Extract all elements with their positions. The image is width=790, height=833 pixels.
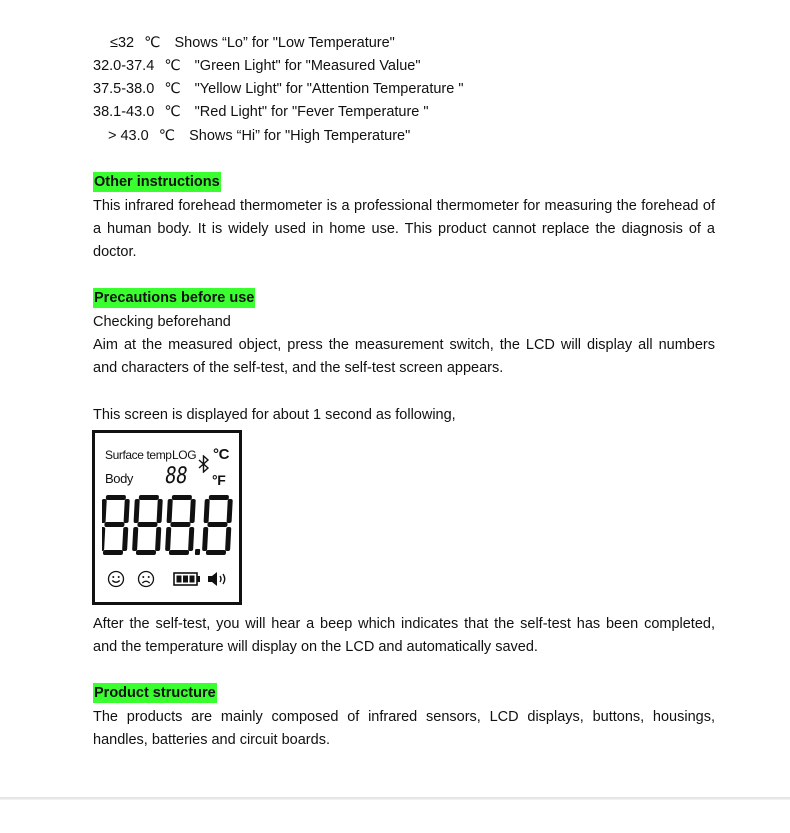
range-value: ≤32	[110, 35, 135, 51]
precautions-text: Aim at the measured object, press the measurement switch, the LCD will display all numbers and characters of the self-test, and the self-test screen appears.	[93, 337, 715, 376]
range-meaning: Shows “Hi” for "High Temperature"	[189, 128, 411, 144]
seven-segment-digit	[202, 495, 233, 555]
range-value: 32.0-37.4	[93, 58, 155, 74]
range-unit: ℃	[164, 104, 181, 120]
range-unit: ℃	[144, 35, 161, 51]
battery-full-icon	[173, 572, 201, 586]
section-heading-other-instructions: Other instructions	[94, 174, 220, 190]
range-unit: ℃	[164, 81, 181, 97]
lcd-main-digits	[102, 495, 236, 557]
seven-segment-digit	[132, 495, 163, 555]
range-unit: ℃	[158, 128, 176, 144]
range-unit: ℃	[164, 58, 181, 74]
range-row-4	[93, 102, 429, 122]
range-meaning: Shows “Lo” for "Low Temperature"	[174, 35, 395, 51]
seven-segment-digit	[165, 495, 196, 555]
other-instructions-text: This infrared forehead thermometer is a professional thermometer for measuring the forehead of a human body. It is widely used in home use. This product cannot replace the diagnosis of a doctor.	[93, 198, 715, 260]
happy-face-icon	[107, 570, 125, 588]
speaker-icon	[207, 571, 229, 587]
range-meaning: "Green Light" for "Measured Value"	[194, 58, 421, 74]
range-row-2	[93, 56, 421, 76]
range-meaning: "Yellow Light" for "Attention Temperature "	[194, 81, 464, 97]
screen-intro-text: This screen is displayed for about 1 second as following,	[93, 407, 456, 423]
product-structure-text: The products are mainly composed of infrared sensors, LCD displays, buttons, housings, handles, batteries and circuit boards.	[93, 709, 715, 748]
range-row-3	[93, 79, 464, 99]
lcd-fahrenheit-unit: °F	[212, 472, 226, 488]
checking-beforehand-label: Checking beforehand	[93, 314, 231, 330]
range-meaning: "Red Light" for "Fever Temperature "	[194, 104, 429, 120]
seven-segment-digit	[102, 495, 130, 555]
lcd-surface-temp-label: Surface temp	[105, 448, 172, 462]
range-value: 37.5-38.0	[93, 81, 155, 97]
lcd-celsius-unit: °C	[213, 446, 230, 463]
range-row-5	[108, 126, 410, 146]
bluetooth-icon	[197, 455, 211, 473]
decimal-point	[195, 549, 200, 555]
lcd-body-label: Body	[105, 471, 134, 486]
section-heading-precautions: Precautions before use	[94, 290, 255, 306]
section-heading-product-structure: Product structure	[94, 685, 216, 701]
range-value: > 43.0	[108, 128, 149, 144]
range-row-1	[110, 33, 395, 53]
after-self-test-text: After the self-test, you will hear a beep which indicates that the self-test has been completed, and the temperature will display on the LCD and automatically saved.	[93, 616, 715, 655]
range-value: 38.1-43.0	[93, 104, 155, 120]
lcd-log-label: LOG	[172, 448, 197, 462]
page-bottom-divider	[0, 797, 790, 800]
sad-face-icon	[137, 570, 155, 588]
lcd-small-digits: 88	[163, 462, 189, 490]
lcd-self-test-screen	[92, 430, 242, 605]
